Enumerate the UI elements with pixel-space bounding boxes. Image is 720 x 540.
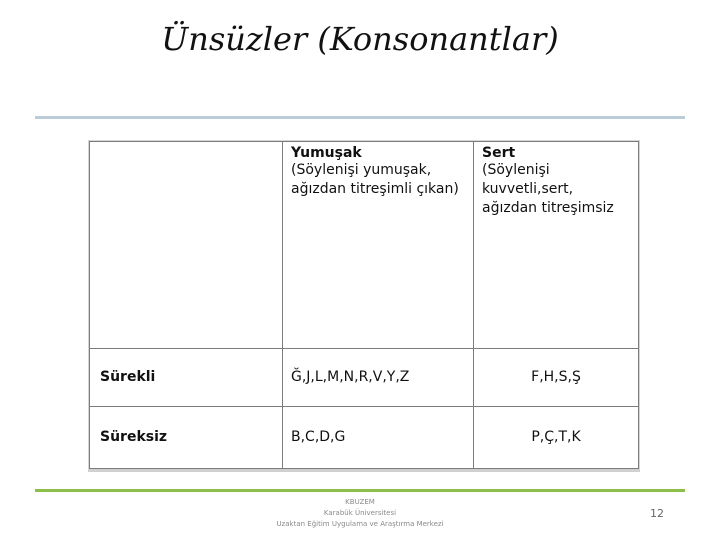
footer-line-1: KBUZEM <box>345 498 375 506</box>
bottom-divider <box>35 489 685 492</box>
row-label-continuous: Sürekli <box>90 348 283 406</box>
table-row <box>90 348 639 406</box>
row-label-discontinuous: Süreksiz <box>90 406 283 468</box>
page-number: 12 <box>650 507 664 520</box>
table-row <box>90 406 639 468</box>
consonant-table <box>89 141 639 469</box>
hard-header-description: (Söylenişi kuvvetli,sert, ağızdan titreşimsiz <box>482 162 614 216</box>
slide-title: Ünsüzler (Konsonantlar) <box>161 20 559 58</box>
empty-corner-cell <box>90 142 283 349</box>
discontinuous-soft-cell: B,C,D,G <box>283 406 474 468</box>
hard-header-title: Sert <box>482 145 516 161</box>
soft-header-cell <box>283 142 474 349</box>
footer-text <box>230 497 490 530</box>
table-header-row <box>90 142 639 349</box>
footer-line-3: Uzaktan Eğitim Uygulama ve Araştırma Merkezi <box>276 520 444 528</box>
soft-header-description: (Söylenişi yumuşak, ağızdan titreşimli çıkan) <box>291 162 459 197</box>
continuous-soft-cell: Ğ,J,L,M,N,R,V,Y,Z <box>283 348 474 406</box>
soft-header-title: Yumuşak <box>291 145 362 161</box>
top-divider <box>35 116 685 119</box>
consonant-table-frame <box>88 140 640 472</box>
discontinuous-hard-cell: P,Ç,T,K <box>474 406 639 468</box>
footer-line-2: Karabük Üniversitesi <box>323 509 397 517</box>
hard-header-cell <box>474 142 639 349</box>
continuous-hard-cell: F,H,S,Ş <box>474 348 639 406</box>
